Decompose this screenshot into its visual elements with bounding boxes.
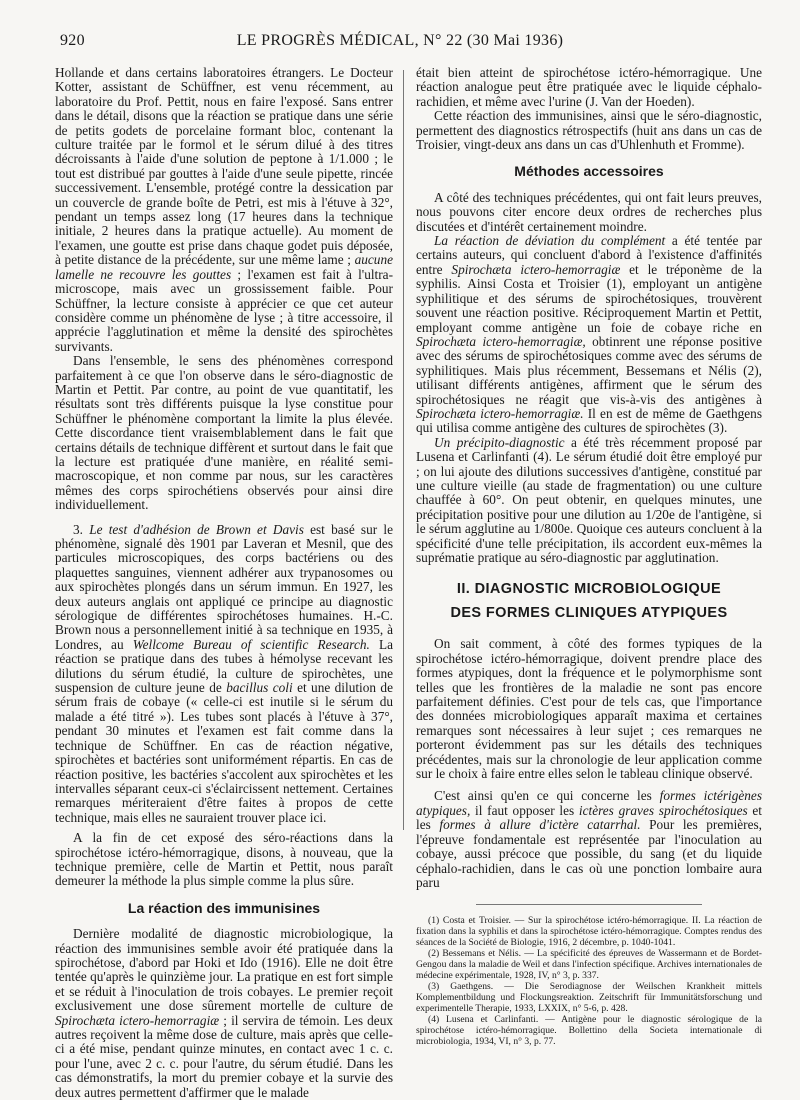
page-number: 920: [60, 32, 85, 49]
major-section-heading: II. DIAGNOSTIC MICROBIOLOGIQUE DES FORMES CLINIQUES ATYPIQUES: [450, 581, 728, 622]
paragraph: On sait comment, à côté des formes typiques de la spirochétose ictéro-hémorragique, doivent prendre place des formes atypiques, dont la fréquence et le polymorphisme sont telles que les frontières de la maladie ne sont pas encore parfaitement définies. C'est pour de tels cas, que l'importance des données microbiologiques apparaît maxima et certaines remarques sont nécessaires à leur sujet ; ces remarques ne porteront évidemment pas sur les détails des techniques précédentes, mais sur la chronologie de leur application comme sur le choix à faire entre elles selon le tableau clinique observé.: [416, 636, 762, 782]
paragraph: C'est ainsi qu'en ce qui concerne les formes ictérigènes atypiques, il faut opposer les ictères graves spirochétosiques et les formes à allure d'ictère catarrhal. Pour les premières, l'épreuve fondamentale est représentée par l'inoculation au cobaye, aussi précoce que possible, du sang (et du liquide céphalo-rachidien, dans le cas où une ponction lombaire aura paru: [416, 788, 763, 890]
footnote-rule: [476, 904, 702, 905]
paragraph: A côté des techniques précédentes, qui ont fait leurs preuves, nous pouvons citer encore deux ordres de recherches plus discutées et d'intérêt certainement moindre.: [416, 189, 762, 234]
section-heading-immunisines: La réaction des immunisines: [127, 899, 321, 916]
running-title: LE PROGRÈS MÉDICAL, N° 22 (30 Mai 1936): [236, 32, 564, 49]
paragraph: 3. Le test d'adhésion de Brown et Davis est basé sur le phénomène, signalé dès 1901 par Laveran et Mesnil, que des particules microscopiques, des corps bactériens ou des plaquettes sanguines, viennent adhérer aux trypanosomes ou aux spirochètes plongés dans un sérum immun. En 1927, les deux auteurs anglais ont appliqué ce principe au diagnostic sérologique de différentes spirochétoses humaines. H.-C. Brown nous a personnellement initié à sa technique en 1935, à Londres, au Wellcome Bureau of scientific Research. La réaction se pratique dans des tubes à hémolyse recevant les dilutions du sérum étudié, la culture de spirochètes, une suspension de culture jeune de bacillus coli et une dilution de sérum frais de cobaye (« celle-ci est inutile si le sérum du malade a été titré »). Les tubes sont placés à l'étuve à 37°, pendant 30 minutes et l'examen est fait comme dans la technique de Schüffner. En cas de réaction négative, spirochètes et bactéries sont uniformément répartis. En cas de réaction positive, les bactéries s'accolent aux spirochètes et les intervalles séparant ceux-ci s'éclaircissent nettement. Certaines remarques mériteraient d'être faites à propos de cette technique, mais elles ne sauraient trouver place ici.: [55, 521, 394, 825]
paragraph: Cette réaction des immunisines, ainsi que le séro-diagnostic, permettent des diagnostics rétrospectifs (huit ans dans un cas de Troisier, vingt-deux ans dans un cas d'Uhlenhuth et Fromme).: [416, 108, 762, 153]
paragraph: Hollande et dans certains laboratoires étrangers. Le Docteur Kotter, assistant de Schüffner, est venu récemment, au laboratoire du Prof. Pettit, nous en faire l'exposé. Sans entrer dans le détail, disons que la réaction se pratique dans une série de petits godets de porcelaine formant bloc, contenant la culture traitée par le formol et le sérum dilué à des titres décroissants à l'aide d'une solution de peptone à 1/1.000 ; le tout est distribué par gouttes à l'aide d'une seule pipette, rincée successivement. L'ensemble, protégé contre la dessication par un couvercle de grande boîte de Petri, est mis à l'étuve à 32°, pendant un temps assez long (17 heures dans la technique initiale, 2 heures dans la pratique actuelle). Au moment de l'examen, une goutte est prise dans chaque godet puis déposée, à petite distance de la précédente, sur une même lame ; aucune lamelle ne recouvre les gouttes ; l'examen est fait à l'ultra-microscope, mais avec un grossissement faible. Pour Schüffner, la lecture consiste à apprécier ce que cet auteur considère comme un phénomène de lyse ; à titre accessoire, il apprécie l'agglutination et même la densité des spirochètes survivants.: [55, 65, 394, 354]
right-column: [416, 66, 762, 1047]
column-divider: [403, 70, 404, 830]
running-header: [52, 18, 748, 49]
paragraph: Dernière modalité de diagnostic microbiologique, la réaction des immunisines semble avoir été pratiquée dans la spirochétose, d'abord par Hoki et Ido (1916). Elle ne doit être tentée qu'après le quinzième jour. La pratique en est fort simple et se réduit à l'inoculation de trois cobayes. Le premier reçoit exclusivement une dose sûrement mortelle de culture de Spirochæta ictero-hemorragiæ ; il servira de témoin. Les deux autres reçoivent la même dose de culture, mais après que celle-ci a été mise, pendant quinze minutes, en contact avec 1 c. c. pour l'une, avec 2 c. c. pour l'autre, du sérum étudié. Dans les cas démonstratifs, la mort du premier cobaye et la survie des deux autres permettent d'affirmer que le malade: [55, 926, 393, 1100]
footnote: (2) Bessemans et Nélis. — La spécificité des épreuves de Wassermann et de Bordet-Gengou dans la maladie de Weil et dans l'infection spécifique. Archives internationales de médecine expérimentale, 1928, IV, n° 3, p. 337.: [416, 948, 762, 982]
paragraph: A la fin de cet exposé des séro-réactions dans la spirochétose ictéro-hémorragique, disons, à nouveau, que la technique première, celle de Martin et Pettit, nous paraît demeurer la méthode la plus simple comme la plus sûre.: [55, 830, 393, 889]
paragraph: était bien atteint de spirochétose ictéro-hémorragique. Une réaction analogue peut être pratiquée avec le liquide céphalo-rachidien, et même avec l'urine (J. Van der Hoeden).: [416, 65, 762, 109]
footnote: (4) Lusena et Carlinfanti. — Antigène pour le diagnostic sérologique de la spirochétose ictéro-hémorragique. Bollettino della Societa internationale di microbiologia, 1934, VI, n° 3, p. 77.: [416, 1014, 762, 1048]
paragraph: Un précipito-diagnostic a été très récemment proposé par Lusena et Carlinfanti (4). Le sérum étudié doit être employé pur ; on lui ajoute des dilutions successives d'antigène, constitué par une culture vieille (au stade de fragmentation) ou une culture chauffée à 60°. On peut obtenir, en quelques minutes, une précipitation positive pour une dilution au 1/20e de l'antigène, si le sérum agglutine au 1/800e. Quoique ces auteurs concluent à la spécificité d'une telle précipitation, ils accordent eux-mêmes la suprématie pratique au séro-diagnostic par agglutination.: [416, 434, 762, 565]
left-column: [55, 66, 393, 1100]
footnote: (1) Costa et Troisier. — Sur la spirochétose ictéro-hémorragique. II. La réaction de fixation dans la syphilis et dans la spirochétose ictéro-hémorragique. Comptes rendus des séances de la Société de Biologie, 1916, 2 décembre, p. 1040-1041.: [416, 915, 762, 949]
paragraph: Dans l'ensemble, le sens des phénomènes correspond parfaitement à ce que l'on observe dans le séro-diagnostic de Martin et Pettit. Par contre, au point de vue quantitatif, les résultats sont très différents puisque la lyse constitue pour Schüffner le phénomène comportant la limite la plus élevée. Cette discordance tient vraisemblablement dans le fait que certains détails de technique diffèrent et surtout dans le fait que la lecture est pratiquée d'une manière, en réalité semi-macroscopique, et non comme par nous, sur les caractères mêmes des corps spirochétiens observés pour ainsi dire individuellement.: [55, 353, 393, 513]
footnote: (3) Gaethgens. — Die Serodiagnose der Weilschen Krankheit mittels Komplementbildung und Flockungsreaktion. Zeitschrift für Immunitätsforschung und experimentelle Therapie, 1933, LXXIX, n° 5-6, p. 428.: [416, 981, 762, 1015]
section-heading-methodes: Méthodes accessoires: [514, 163, 664, 180]
footnotes: [416, 915, 762, 1047]
paragraph: La réaction de déviation du complément a été tentée par certains auteurs, qui concluent d'abord à l'existence d'affinités entre Spirochæta ictero-hemorragiæ et le tréponème de la syphilis. Ainsi Costa et Troisier (1), employant un antigène syphilitique et des sérums de spirochétosiques, trouvèrent souvent une réaction positive. Réciproquement Martin et Pettit, employant comme antigène un foie de cobaye riche en Spirochæta ictero-hemorragiæ, obtinrent une réponse positive avec des sérums de spirochétosiques comme avec des sérums de syphilitiques. Mais plus récemment, Bessemans et Nélis (2), utilisant différents antigènes, affirment que le sérum des spirochétosiques ne réagit que vis-à-vis des antigènes à Spirochæta ictero-hemorragiæ. Il en est de même de Gaethgens qui utilisa comme antigène des cultures de spirochètes (3).: [416, 233, 763, 436]
